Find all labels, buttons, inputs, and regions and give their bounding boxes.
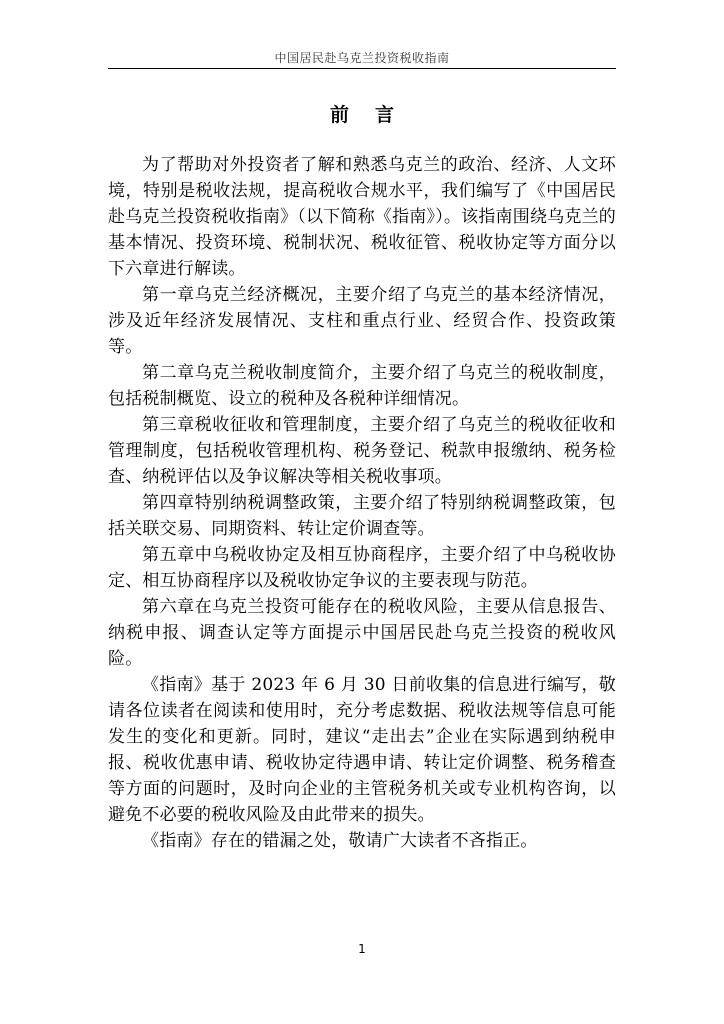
paragraph-chapter-5: 第五章中乌税收协定及相互协商程序，主要介绍了中乌税收协定、相互协商程序以及税收协定争议的主要表现与防范。 <box>108 545 616 591</box>
paragraph-chapter-3: 第三章税收征收和管理制度，主要介绍了乌克兰的税收征收和管理制度，包括税收管理机构、税务登记、税款申报缴纳、税务检查、纳税评估以及争议解决等相关税收事项。 <box>108 415 616 487</box>
paragraph-chapter-1: 第一章乌克兰经济概况，主要介绍了乌克兰的基本经济情况，涉及近年经济发展情况、支柱和重点行业、经贸合作、投资政策等。 <box>108 285 616 357</box>
paragraph-chapter-4: 第四章特别纳税调整政策，主要介绍了特别纳税调整政策，包括关联交易、同期资料、转让定价调查等。 <box>108 493 616 539</box>
header-divider <box>108 68 616 69</box>
paragraph-notice: 《指南》基于 2023 年 6 月 30 日前收集的信息进行编写，敬请各位读者在阅读和使用时，充分考虑数据、税收法规等信息可能发生的变化和更新。同时，建议“走出去”企业在实际遇到纳税申报、税收优惠申请、税收协定待遇申请、转让定价调整、税务稽查等方面的问题时，及时向企业的主管税务机关或专业机构咨询，以避免不必要的税收风险及由此带来的损失。 <box>108 675 616 825</box>
page-title-char-1: 前 <box>329 104 349 126</box>
paragraph-intro: 为了帮助对外投资者了解和熟悉乌克兰的政治、经济、人文环境，特别是税收法规，提高税收合规水平，我们编写了《中国居民赴乌克兰投资税收指南》（以下简称《指南》）。该指南围绕乌克兰的基本情况、投资环境、税制状况、税收征管、税收协定等方面分以下六章进行解读。 <box>108 155 616 279</box>
page-number: 1 <box>358 942 366 956</box>
page-title-char-2: 言 <box>375 104 395 126</box>
paragraph-chapter-6: 第六章在乌克兰投资可能存在的税收风险，主要从信息报告、纳税申报、调查认定等方面提示中国居民赴乌克兰投资的税收风险。 <box>108 597 616 669</box>
page-title <box>108 100 616 127</box>
running-header: 中国居民赴乌克兰投资税收指南 <box>274 51 450 65</box>
paragraph-chapter-2: 第二章乌克兰税收制度简介，主要介绍了乌克兰的税收制度，包括税制概览、设立的税种及各税种详细情况。 <box>108 363 616 409</box>
paragraph-closing: 《指南》存在的错漏之处，敬请广大读者不吝指正。 <box>142 831 538 851</box>
document-body <box>108 152 616 854</box>
